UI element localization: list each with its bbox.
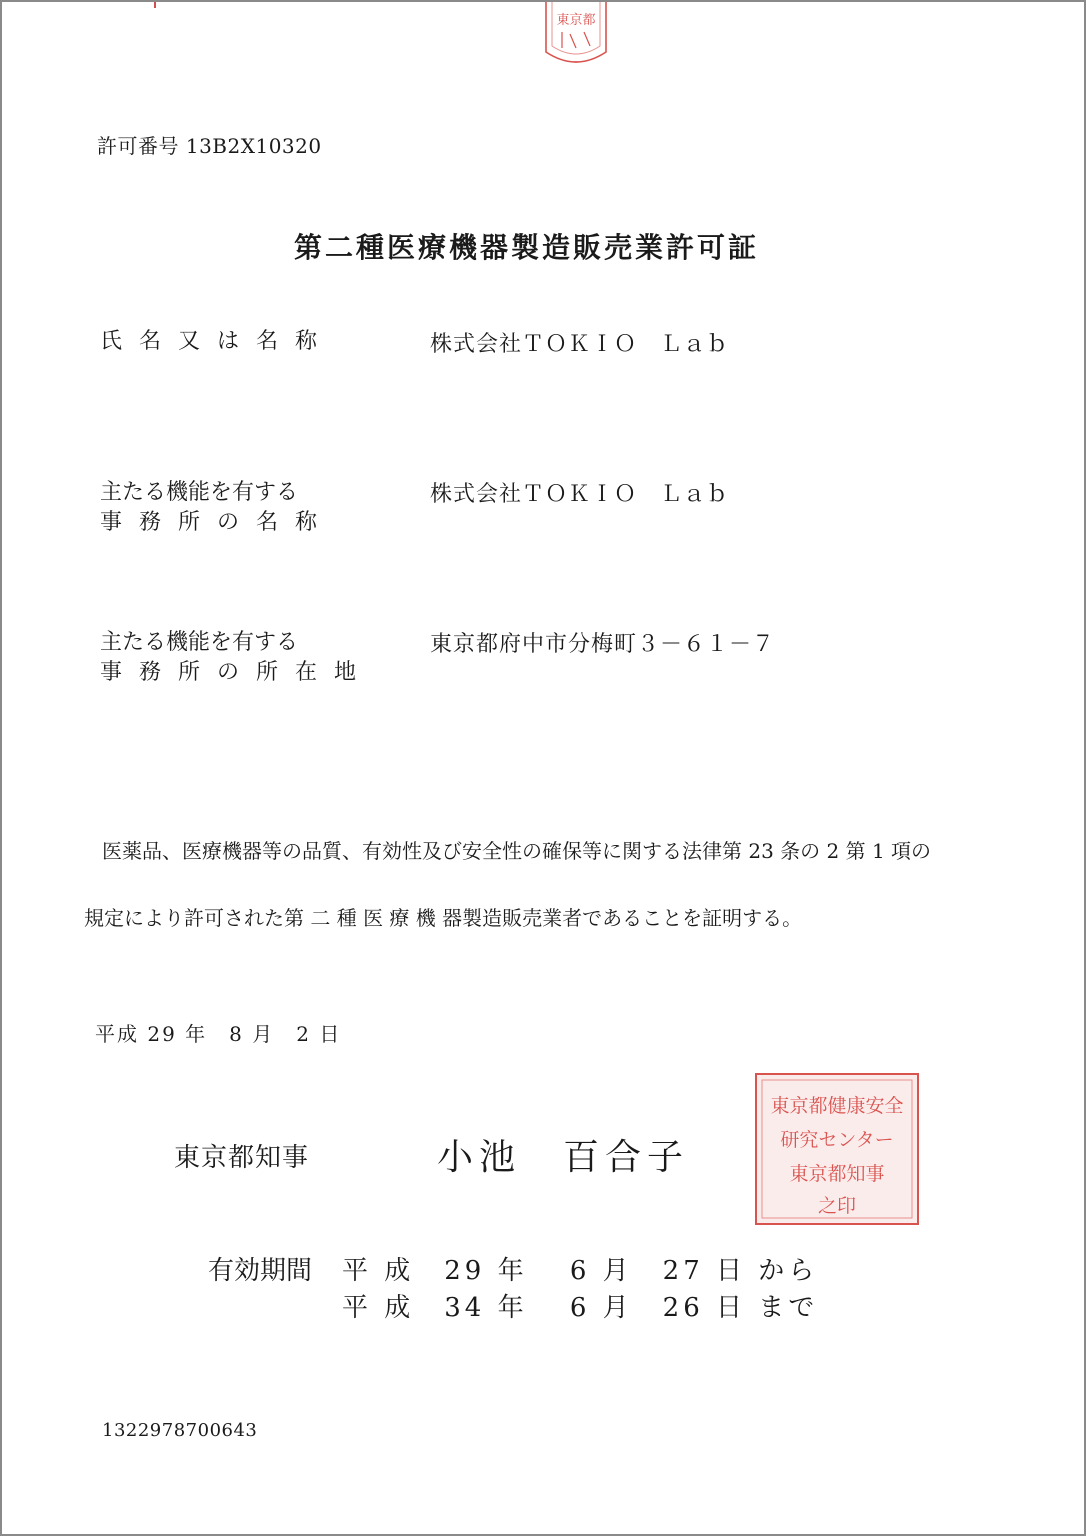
scan-mark	[154, 2, 156, 8]
top-seal-icon	[540, 2, 612, 66]
governor-name: 小池 百合子	[437, 1137, 690, 1178]
field-label-office-address	[100, 628, 373, 688]
governor-title: 東京都知事	[174, 1143, 310, 1173]
seal-line: 之印	[817, 1195, 857, 1217]
document-code: 1322978700643	[102, 1420, 258, 1441]
validity-to: 平 成 34 年 6 月 26 日 まで	[342, 1293, 819, 1323]
official-seal-icon	[752, 1070, 922, 1228]
field-label-name	[100, 327, 334, 357]
field-label-line: 事務所の所在地	[100, 660, 374, 685]
issue-date: 平成 29 年 8 月 2 日	[95, 1022, 342, 1046]
validity-from: 平 成 29 年 6 月 27 日 から	[342, 1256, 819, 1286]
seal-line: 研究センター	[780, 1129, 894, 1151]
field-label-line: 氏名又は名称	[100, 329, 335, 354]
field-label-line: 事務所の名称	[100, 510, 335, 535]
field-value-name: 株式会社ＴＯＫＩＯ Ｌａｂ	[430, 332, 730, 357]
permit-number: 許可番号 13B2X10320	[97, 134, 322, 158]
field-label-office-name	[100, 478, 334, 538]
certificate-title: 第二種医療機器製造販売業許可証	[294, 231, 760, 264]
certification-text-line-1: 医薬品、医療機器等の品質、有効性及び安全性の確保等に関する法律第 23 条の 2 第 1 項の	[102, 839, 932, 863]
field-label-line: 主たる機能を有する	[100, 480, 299, 505]
certification-text-line-2: 規定により許可された第 二 種 医 療 機 器製造販売業者であることを証明する。	[84, 906, 803, 930]
seal-line: 東京都健康安全	[770, 1095, 904, 1117]
field-value-office-address: 東京都府中市分梅町３－６１－７	[430, 632, 776, 657]
seal-line: 東京都知事	[789, 1163, 885, 1185]
validity-label: 有効期間	[208, 1256, 313, 1286]
field-label-line: 主たる機能を有する	[100, 630, 299, 655]
top-seal-text: 東京都	[556, 13, 596, 28]
field-value-office-name: 株式会社ＴＯＫＩＯ Ｌａｂ	[430, 482, 730, 507]
